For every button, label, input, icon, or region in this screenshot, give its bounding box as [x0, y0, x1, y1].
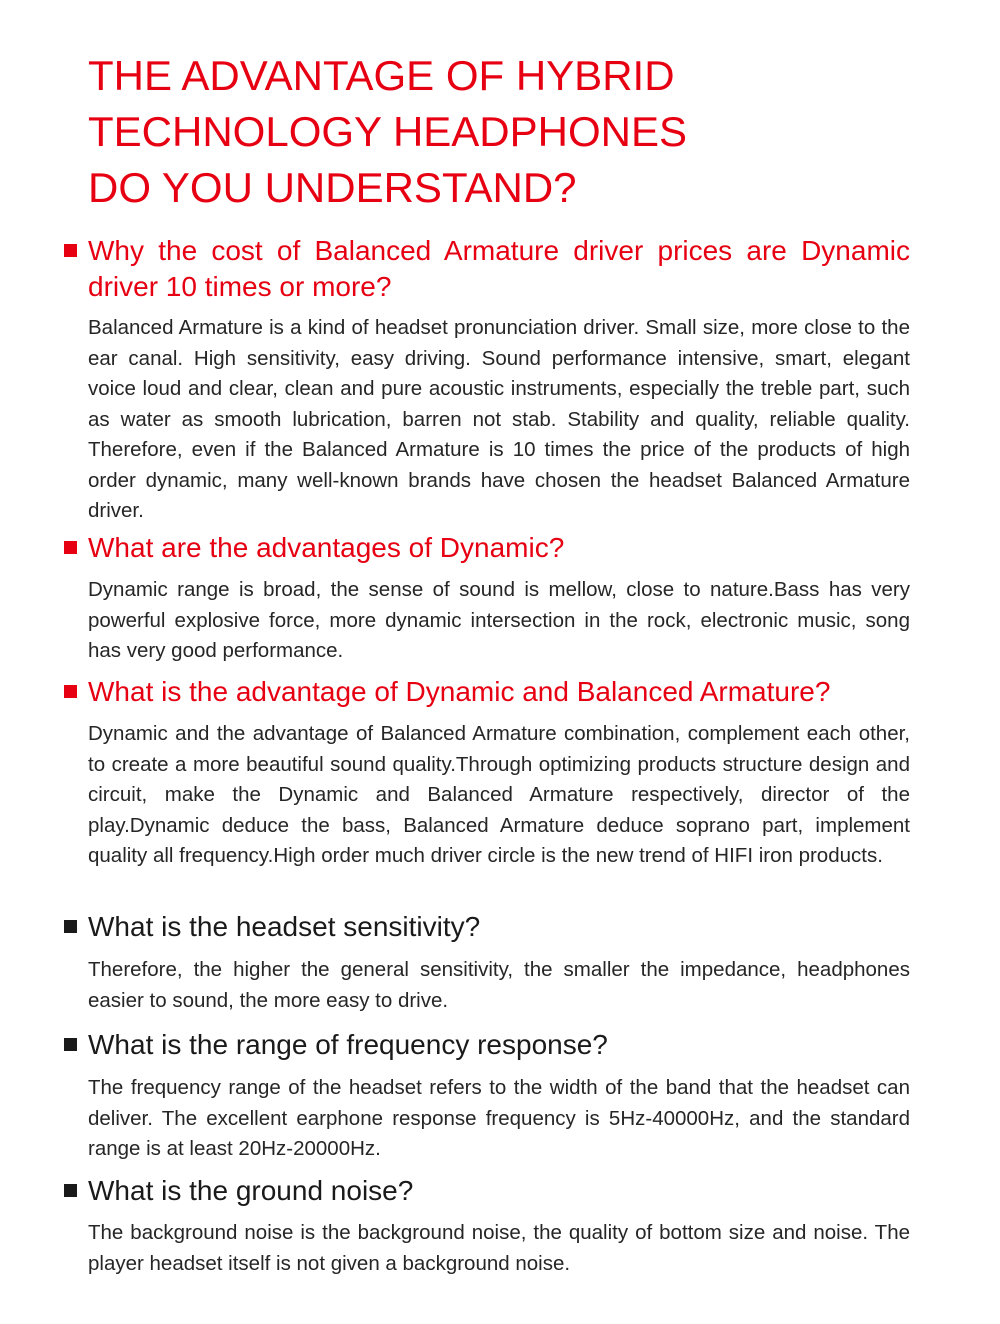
title-line: TECHNOLOGY HEADPHONES	[88, 108, 688, 155]
section-body: The frequency range of the headset refers to the width of the band that the headset can deliver. The excellent earphone response frequency is 5Hz-40000Hz, and the standard range is at least 20Hz-20000Hz.	[88, 1076, 910, 1160]
section-heading: What is the ground noise?	[88, 1175, 414, 1206]
section-body: Dynamic range is broad, the sense of sound is mellow, close to nature.Bass has very powerful explosive force, more dynamic intersection in the rock, electronic music, song has very good performance.	[88, 578, 910, 662]
section-body: Dynamic and the advantage of Balanced Armature combination, complement each other, to create a more beautiful sound quality.Through optimizing products structure design and circuit, make the Dynamic and Balanced Armature respectively, director of the play.Dynamic deduce the bass, Balanced Armature deduce soprano part, implement quality all frequency.High order much driver circle is the new trend of HIFI iron products.	[88, 722, 910, 867]
square-bullet-icon	[64, 1038, 77, 1051]
section-heading: What is the range of frequency response?	[88, 1029, 608, 1060]
section-heading: What is the headset sensitivity?	[88, 911, 481, 942]
title-line: DO YOU UNDERSTAND?	[88, 164, 577, 211]
square-bullet-icon	[64, 1184, 77, 1197]
section-body: Balanced Armature is a kind of headset pronunciation driver. Small size, more close to the ear canal. High sensitivity, easy driving. Sound performance intensive, smart, elegant voice loud and clear, clean and pure acoustic instruments, especially the treble part, such as water as smooth lubrication, barren not stab. Stability and quality, reliable quality. Therefore, even if the Balanced Armature is 10 times the price of the products of high order dynamic, many well-known brands have chosen the headset Balanced Armature driver.	[88, 316, 910, 522]
section-body: The background noise is the background noise, the quality of bottom size and noise. The player headset itself is not given a background noise.	[88, 1221, 910, 1275]
square-bullet-icon	[64, 685, 77, 698]
section-heading: What is the advantage of Dynamic and Balanced Armature?	[88, 676, 831, 707]
square-bullet-icon	[64, 920, 77, 933]
page-title	[88, 48, 928, 216]
section-body: Therefore, the higher the general sensitivity, the smaller the impedance, headphones easier to sound, the more easy to drive.	[88, 958, 910, 1012]
square-bullet-icon	[64, 244, 77, 257]
title-line: THE ADVANTAGE OF HYBRID	[88, 52, 675, 99]
square-bullet-icon	[64, 541, 77, 554]
section-heading: What are the advantages of Dynamic?	[88, 532, 565, 563]
section-heading: Why the cost of Balanced Armature driver prices are Dynamic driver 10 times or more?	[88, 235, 910, 302]
